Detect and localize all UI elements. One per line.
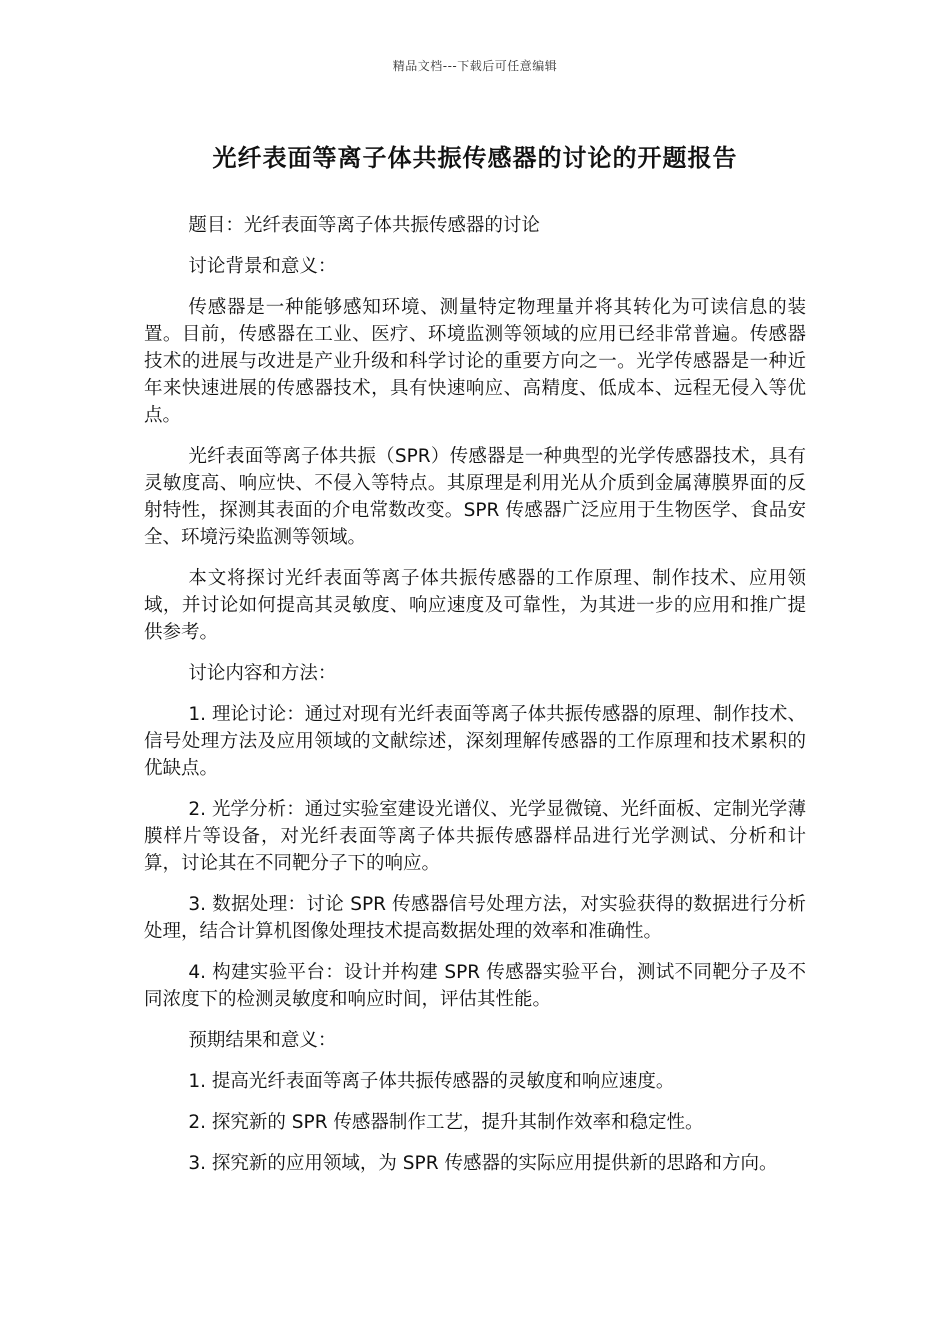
list-item: 2. 光学分析：通过实验室建设光谱仪、光学显微镜、光纤面板、定制光学薄膜样片等设备，对光纤表面等离子体共振传感器样品进行光学测试、分析和计算，讨论其在不同靶分子下的响应。 bbox=[144, 799, 806, 874]
list-item: 3. 探究新的应用领域，为 SPR 传感器的实际应用提供新的思路和方向。 bbox=[188, 1153, 778, 1174]
list-item: 3. 数据处理：讨论 SPR 传感器信号处理方法，对实验获得的数据进行分析处理，结合计算机图像处理技术提高数据处理的效率和准确性。 bbox=[144, 894, 806, 942]
document-body bbox=[144, 212, 806, 1191]
list-item: 4. 构建实验平台：设计并构建 SPR 传感器实验平台，测试不同靶分子及不同浓度下的检测灵敏度和响应时间，评估其性能。 bbox=[144, 962, 806, 1010]
topic-line: 题目：光纤表面等离子体共振传感器的讨论 bbox=[188, 215, 540, 236]
section-heading-methods: 讨论内容和方法： bbox=[188, 663, 337, 684]
section-heading-background: 讨论背景和意义： bbox=[188, 256, 337, 277]
body-paragraph: 光纤表面等离子体共振（SPR）传感器是一种典型的光学传感器技术，具有灵敏度高、响应快、不侵入等特点。其原理是利用光从介质到金属薄膜界面的反射特性，探测其表面的介电常数改变。SPR 传感器广泛应用于生物医学、食品安全、环境污染监测等领域。 bbox=[144, 446, 806, 548]
list-item: 2. 探究新的 SPR 传感器制作工艺，提升其制作效率和稳定性。 bbox=[188, 1112, 704, 1133]
document-title: 光纤表面等离子体共振传感器的讨论的开题报告 bbox=[212, 144, 738, 172]
list-item: 1. 理论讨论：通过对现有光纤表面等离子体共振传感器的原理、制作技术、信号处理方法及应用领域的文献综述，深刻理解传感器的工作原理和技术累积的优缺点。 bbox=[144, 704, 806, 779]
list-item: 1. 提高光纤表面等离子体共振传感器的灵敏度和响应速度。 bbox=[188, 1071, 675, 1092]
body-paragraph: 传感器是一种能够感知环境、测量特定物理量并将其转化为可读信息的装置。目前，传感器在工业、医疗、环境监测等领域的应用已经非常普遍。传感器技术的进展与改进是产业升级和科学讨论的重要方向之一。光学传感器是一种近年来快速进展的传感器技术，具有快速响应、高精度、低成本、远程无侵入等优点。 bbox=[144, 297, 806, 426]
section-heading-results: 预期结果和意义： bbox=[188, 1030, 337, 1051]
header-note: 精品文档---下载后可任意编辑 bbox=[392, 59, 558, 73]
body-paragraph: 本文将探讨光纤表面等离子体共振传感器的工作原理、制作技术、应用领域，并讨论如何提高其灵敏度、响应速度及可靠性，为其进一步的应用和推广提供参考。 bbox=[144, 568, 806, 643]
